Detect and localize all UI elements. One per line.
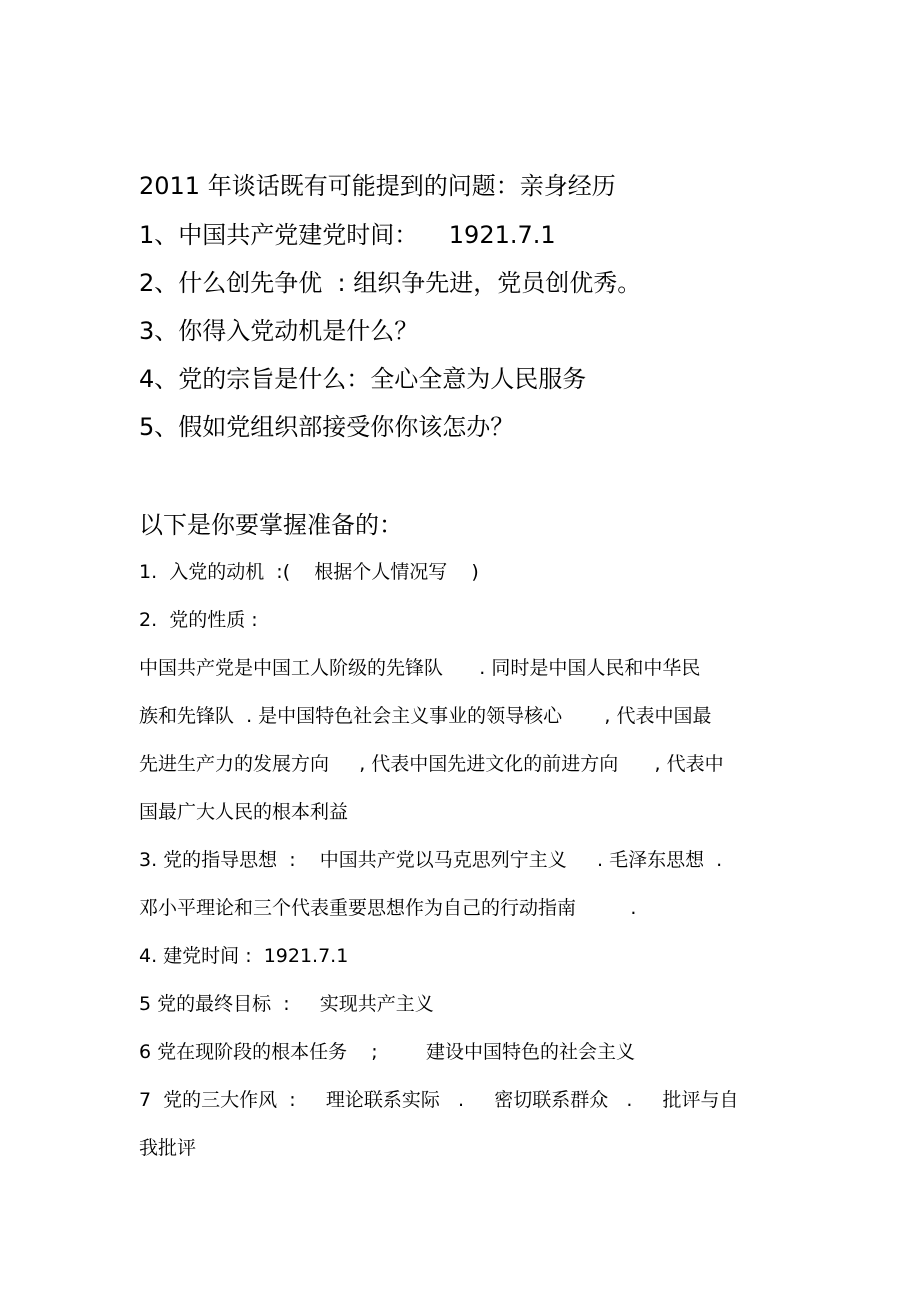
text-line: 我批评 bbox=[139, 1137, 197, 1159]
text-line: 先进生产力的发展方向 , 代表中国先进文化的前进方向 , 代表中 bbox=[139, 753, 724, 775]
question-item: 3、你得入党动机是什么？ bbox=[139, 317, 419, 345]
text-line: 1. 入党的动机 :( 根据个人情况写 ) bbox=[139, 561, 479, 583]
question-item: 4、党的宗旨是什么：全心全意为人民服务 bbox=[139, 365, 587, 393]
text-line: 国最广大人民的根本利益 bbox=[139, 801, 349, 823]
question-item: 1、中国共产党建党时间： 1921.7.1 bbox=[139, 221, 556, 249]
text-line: 7 党的三大作风 : 理论联系实际 . 密切联系群众 . 批评与自 bbox=[139, 1089, 739, 1111]
question-item: 2、什么创先争优 : 组织争先进，党员创优秀。 bbox=[139, 269, 642, 297]
text-line: 5 党的最终目标 : 实现共产主义 bbox=[139, 993, 434, 1015]
question-item: 5、假如党组织部接受你你该怎办？ bbox=[139, 413, 515, 441]
text-line: 中国共产党是中国工人阶级的先锋队 . 同时是中国人民和中华民 bbox=[139, 657, 701, 679]
text-line: 邓小平理论和三个代表重要思想作为自己的行动指南 . bbox=[139, 897, 637, 919]
section-heading: 以下是你要掌握准备的： bbox=[139, 511, 403, 539]
text-line: 6 党在现阶段的根本任务 ; 建设中国特色的社会主义 bbox=[139, 1041, 636, 1063]
text-line: 4. 建党时间 : 1921.7.1 bbox=[139, 945, 349, 967]
text-line: 族和先锋队 . 是中国特色社会主义事业的领导核心 , 代表中国最 bbox=[139, 705, 712, 727]
section-heading: 2011 年谈话既有可能提到的问题：亲身经历 bbox=[139, 172, 616, 200]
text-line: 3. 党的指导思想 : 中国共产党以马克思列宁主义 . 毛泽东思想 . bbox=[139, 849, 723, 871]
text-line: 2. 党的性质 : bbox=[139, 609, 258, 631]
